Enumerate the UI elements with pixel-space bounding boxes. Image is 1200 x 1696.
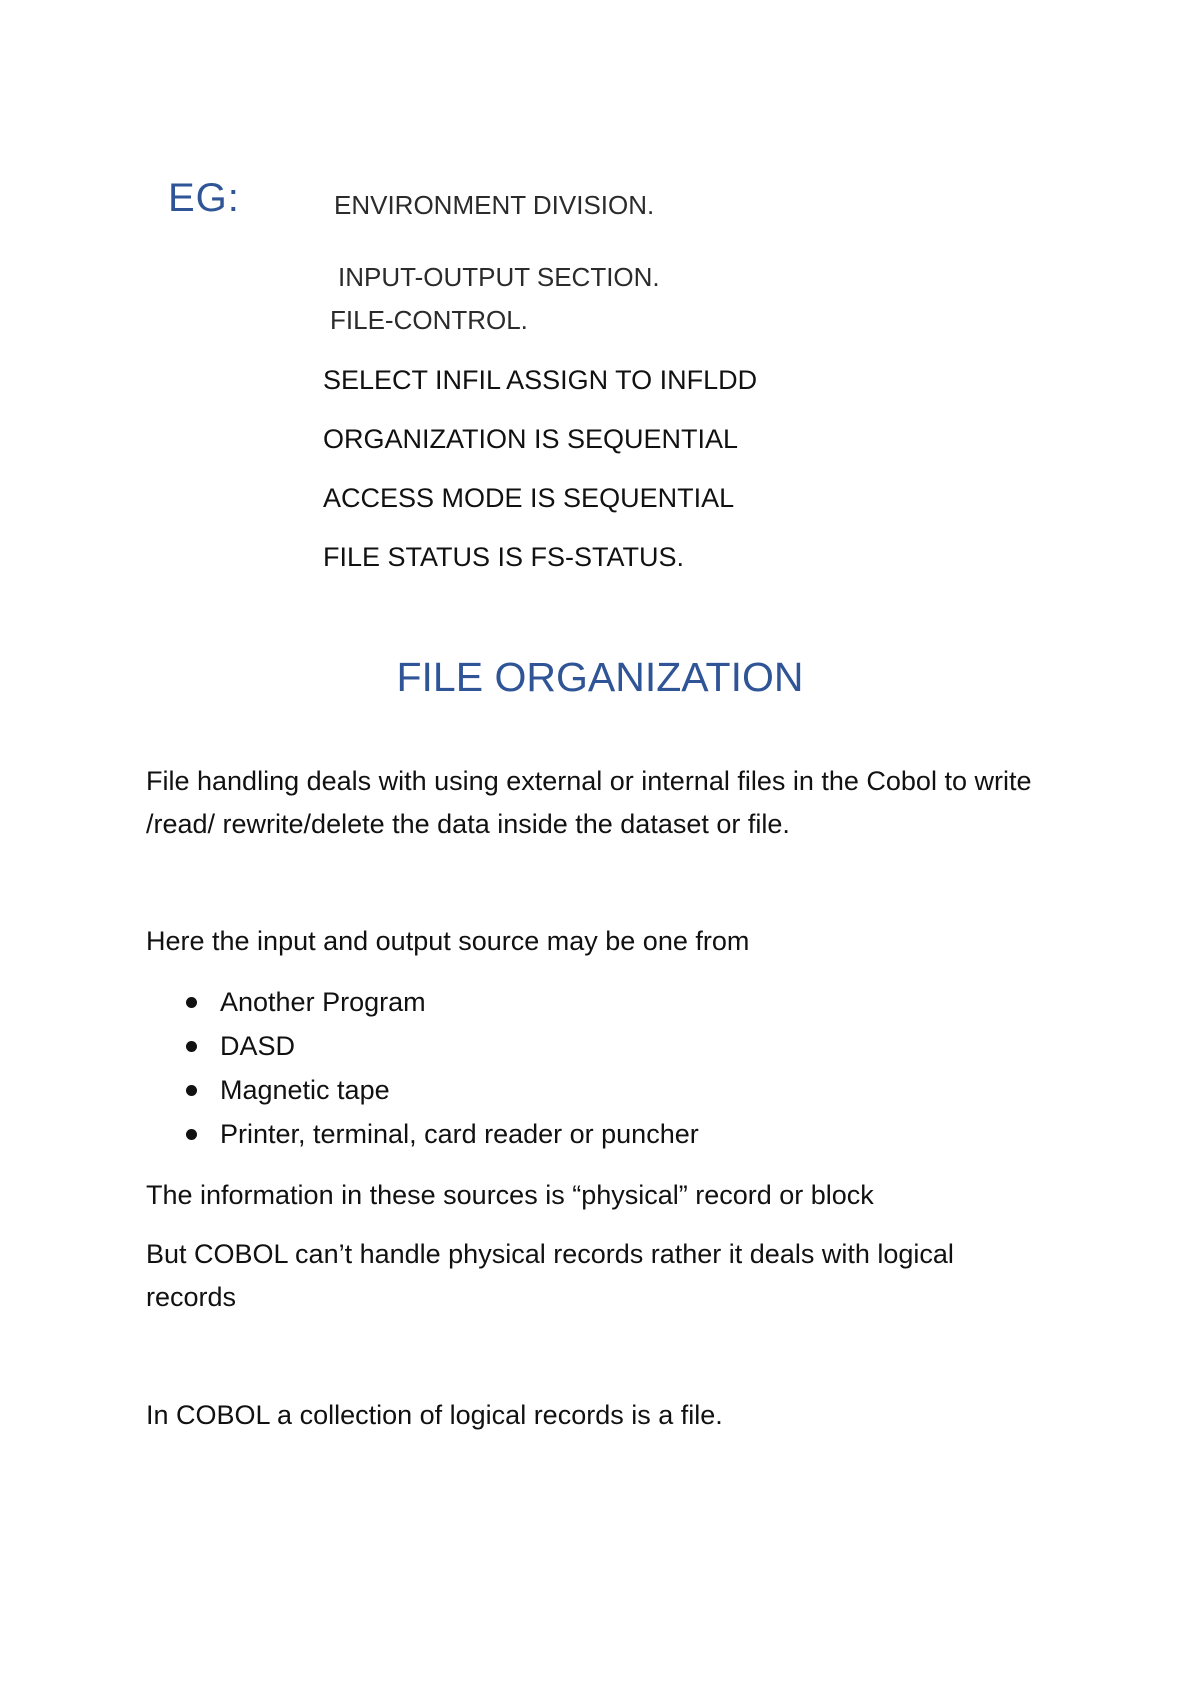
input-output-section-line: INPUT-OUTPUT SECTION.: [338, 262, 660, 292]
logical-record-paragraph: But COBOL can’t handle physical records rather it deals with logical records: [146, 1239, 954, 1312]
list-item-label: Another Program: [220, 987, 426, 1017]
list-item: [146, 1112, 699, 1156]
access-mode-clause-line: ACCESS MODE IS SEQUENTIAL: [323, 483, 735, 513]
organization-clause-line: ORGANIZATION IS SEQUENTIAL: [323, 424, 739, 454]
physical-record-paragraph: The information in these sources is “physical” record or block: [146, 1180, 874, 1210]
file-control-line: FILE-CONTROL.: [330, 305, 528, 335]
sources-intro-paragraph: Here the input and output source may be one from: [146, 926, 750, 956]
section-heading: FILE ORGANIZATION: [396, 654, 804, 700]
environment-division-line: ENVIRONMENT DIVISION.: [334, 190, 655, 220]
bullet-icon: [186, 997, 197, 1008]
list-item: [146, 1068, 699, 1112]
conclusion-paragraph: In COBOL a collection of logical records is a file.: [146, 1400, 723, 1430]
example-label: EG:: [168, 176, 240, 220]
list-item-label: Printer, terminal, card reader or puncher: [220, 1119, 699, 1149]
list-item: [146, 980, 699, 1024]
list-item: [146, 1024, 699, 1068]
bullet-icon: [186, 1041, 197, 1052]
list-item-label: Magnetic tape: [220, 1075, 390, 1105]
intro-paragraph: File handling deals with using external or internal files in the Cobol to write /read/ rewrite/delete the data inside the dataset or file.: [146, 766, 1032, 839]
bullet-icon: [186, 1129, 197, 1140]
sources-list: [146, 980, 699, 1156]
list-item-label: DASD: [220, 1031, 296, 1061]
bullet-icon: [186, 1085, 197, 1096]
select-statement-line: SELECT INFIL ASSIGN TO INFLDD: [323, 365, 758, 395]
file-status-clause-line: FILE STATUS IS FS-STATUS.: [323, 542, 685, 572]
